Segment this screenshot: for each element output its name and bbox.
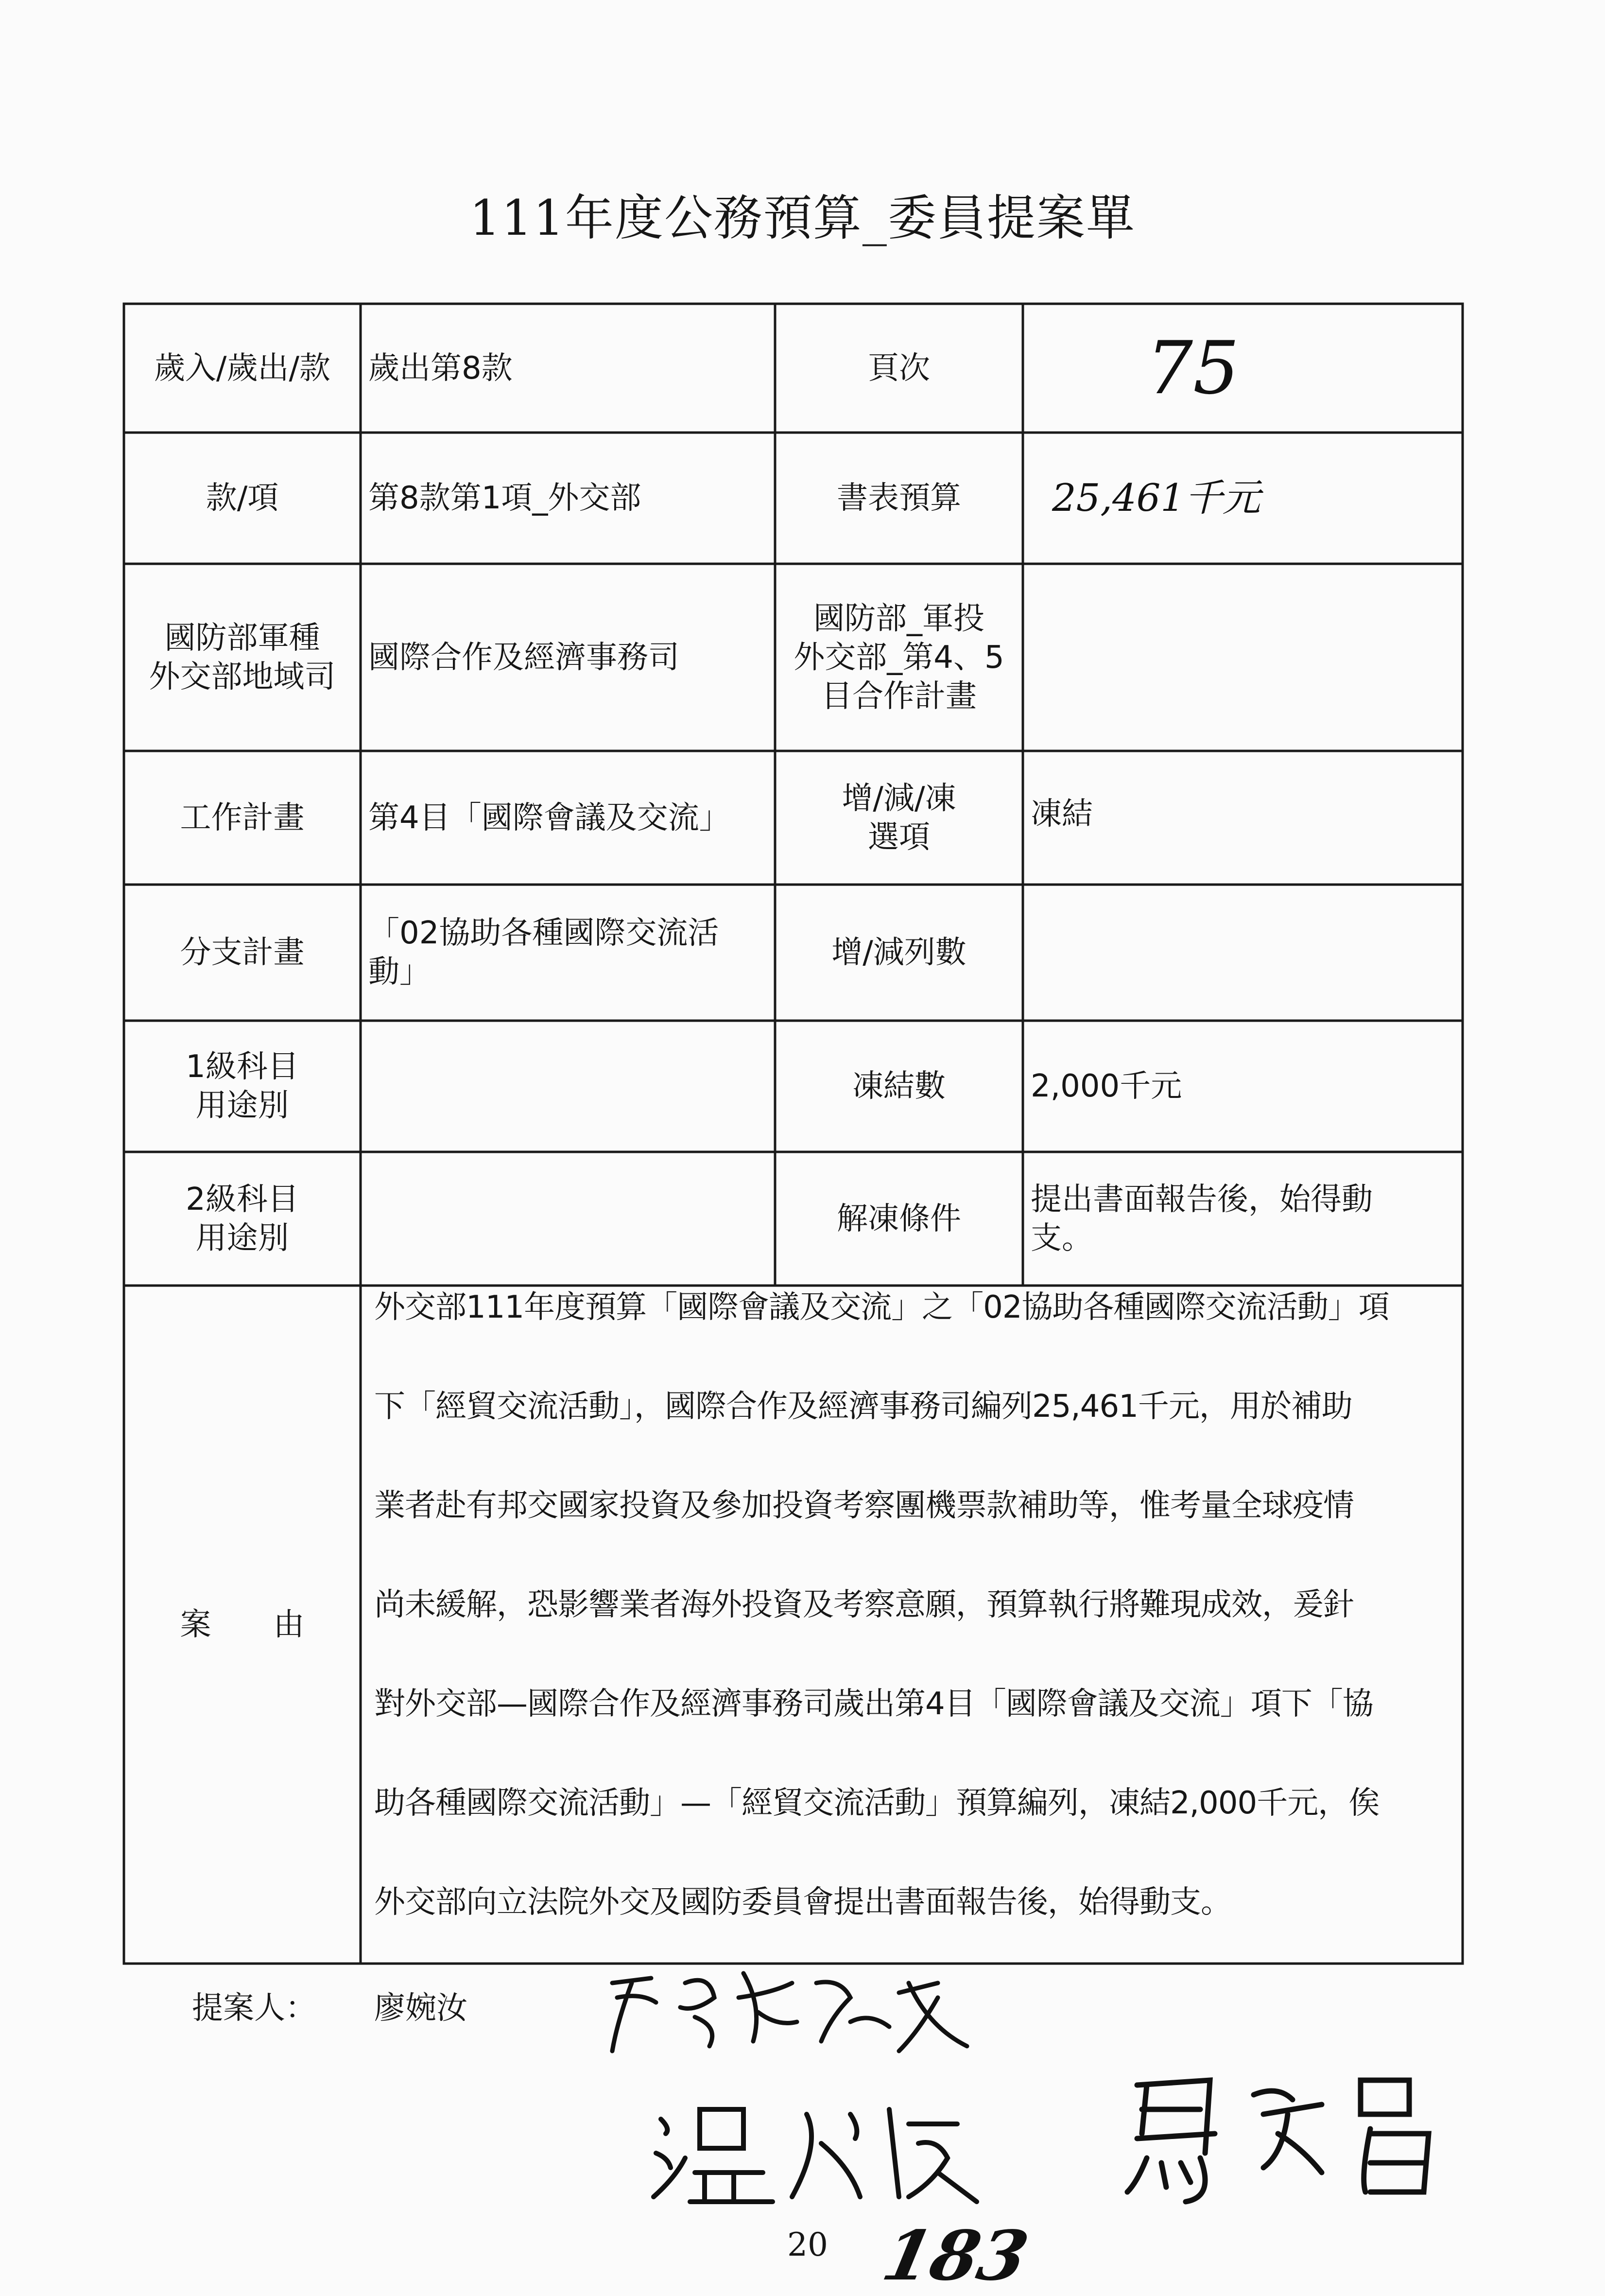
level2-subject-label-line1: 2級科目 [186,1181,299,1218]
row2-label: 款/項 [206,480,279,516]
row3-label-line1: 國防部軍種 [164,620,320,656]
adjust-amount-value [1023,885,1463,1021]
page-ref-label: 頁次 [868,350,930,386]
row3-value2 [1023,564,1463,751]
proposer-label: 提案人： [192,1990,316,2026]
work-plan-value: 第4目「國際會議及交流」 [368,800,730,836]
signature-liao [598,1954,996,2061]
level2-subject-value [361,1152,775,1286]
reason-label: 案 由 [180,1606,305,1643]
level1-subject-value [361,1021,775,1152]
row3-label-line2: 外交部地域司 [149,659,336,695]
option-label-line1: 增/減/凍 [842,780,956,817]
level1-subject-label-line1: 1級科目 [186,1049,299,1085]
budget-value: 25,461千元 [1052,476,1260,520]
adjust-amount-label: 增/減列數 [831,935,966,971]
level1-subject-label [124,1021,361,1152]
row3-value: 國際合作及經濟事務司 [368,639,679,676]
reason-line: 下「經貿交流活動」，國際合作及經濟事務司編列25,461千元，用於補助 [374,1389,1352,1425]
row3-label2-line3: 目合作計畫 [821,678,977,714]
row3-label2-line1: 國防部_軍投 [813,600,984,637]
reason-line: 尚未緩解，恐影響業者海外投資及考察意願，預算執行將難現成效，爰針 [374,1587,1354,1623]
row2-value: 第8款第1項_外交部 [368,480,641,516]
sub-plan-value [361,885,775,1021]
row1-label: 歲入/歲出/款 [154,350,331,386]
reason-line: 對外交部—國際合作及經濟事務司歲出第4目「國際會議及交流」項下「協 [374,1686,1373,1722]
row3-label [124,564,361,751]
freeze-amount-value: 2,000千元 [1031,1068,1182,1104]
work-plan-label: 工作計畫 [180,800,305,836]
sub-plan-value-line2: 動」 [368,954,431,990]
unfreeze-condition-label: 解凍條件 [837,1200,961,1237]
budget-label: 書表預算 [837,480,961,516]
unfreeze-condition-line2: 支。 [1031,1220,1093,1256]
stamp-number: 183 [876,2216,1035,2296]
level2-subject-label-line2: 用途別 [195,1220,289,1256]
page-number: 20 [787,2226,828,2263]
form-title: 111年度公務預算_委員提案單 [469,190,1136,246]
proposer-name: 廖婉汝 [374,1990,467,2026]
unfreeze-condition-value [1023,1152,1463,1286]
sub-plan-label: 分支計畫 [180,935,305,971]
reason-line: 外交部111年度預算「國際會議及交流」之「02協助各種國際交流活動」項 [374,1289,1389,1325]
row3-label2-line2: 外交部_第4、5 [794,639,1004,676]
freeze-amount-label: 凍結數 [852,1068,946,1104]
level1-subject-label-line2: 用途別 [195,1088,289,1124]
level2-subject-label [124,1152,361,1286]
option-label-line2: 選項 [868,819,930,855]
page-ref-value: 75 [1146,326,1240,411]
reason-line: 助各種國際交流活動」—「經貿交流活動」預算編列，凍結2,000千元，俟 [374,1785,1380,1821]
option-label [775,751,1023,885]
reason-line: 外交部向立法院外交及國防委員會提出書面報告後，始得動支。 [374,1884,1231,1920]
reason-line: 業者赴有邦交國家投資及參加投資考察團機票款補助等，惟考量全球疫情 [374,1488,1354,1524]
sub-plan-value-line1: 「02協助各種國際交流活 [368,915,719,951]
option-value: 凍結 [1031,796,1093,832]
row1-value: 歲出第8款 [368,350,513,386]
signature-ma [1118,2056,1458,2211]
unfreeze-condition-line1: 提出書面報告後，始得動 [1031,1181,1373,1218]
signature-wen [646,2085,986,2211]
row3-label2 [775,564,1023,751]
